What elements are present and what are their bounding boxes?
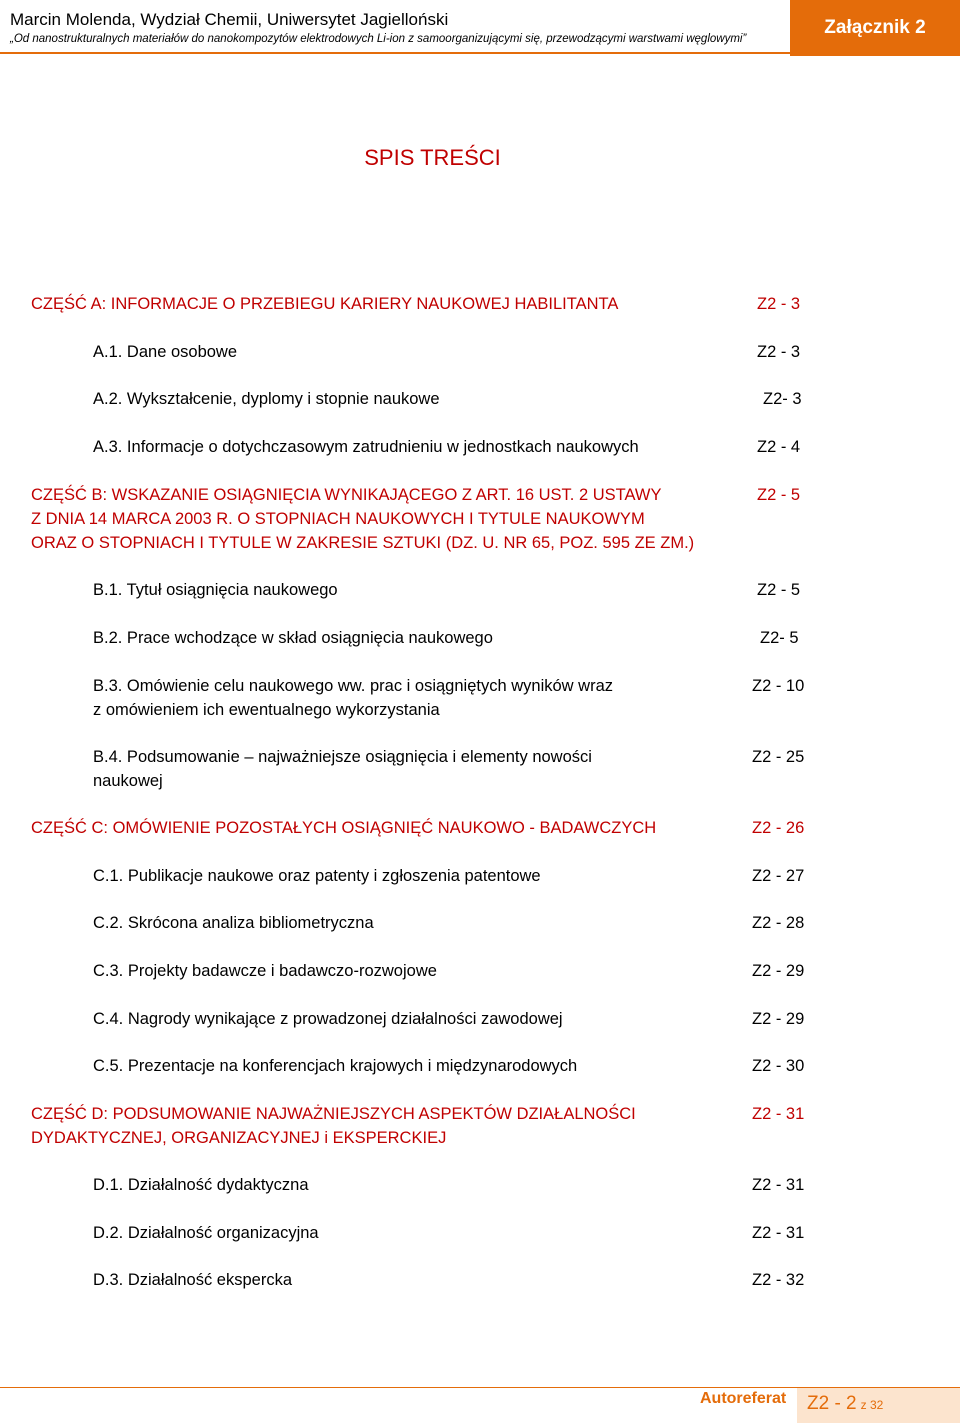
toc-entry-part-c[interactable]: CZĘŚĆ C: OMÓWIENIE POZOSTAŁYCH OSIĄGNIĘĆ NAUKOWO - BADAWCZYCH: [31, 819, 657, 837]
toc-entry-c2[interactable]: C.2. Skrócona analiza bibliometryczna: [93, 914, 374, 932]
toc-entry-b4-line2[interactable]: naukowej: [93, 772, 163, 790]
toc-entry-b1[interactable]: B.1. Tytuł osiągnięcia naukowego: [93, 581, 338, 599]
toc-entry-c1[interactable]: C.1. Publikacje naukowe oraz patenty i zgłoszenia patentowe: [93, 867, 541, 885]
toc-entry-part-b-line1[interactable]: CZĘŚĆ B: WSKAZANIE OSIĄGNIĘCIA WYNIKAJĄCEGO Z ART. 16 UST. 2 USTAWY: [31, 486, 662, 504]
toc-entry-part-d-line1[interactable]: CZĘŚĆ D: PODSUMOWANIE NAJWAŻNIEJSZYCH ASPEKTÓW DZIAŁALNOŚCI: [31, 1105, 636, 1123]
footer-label: Autoreferat: [700, 1390, 787, 1407]
toc-page-d3: Z2 - 32: [752, 1271, 805, 1289]
toc-page-c3: Z2 - 29: [752, 962, 805, 980]
header-subtitle: „Od nanostrukturalnych materiałów do nanokompozytów elektrodowych Li-ion z samoorganizującymi się, przewodzącymi warstwami węglowymi”: [10, 33, 747, 45]
toc-entry-part-b-line3[interactable]: ORAZ O STOPNIACH I TYTULE W ZAKRESIE SZTUKI (DZ. U. NR 65, POZ. 595 ZE ZM.): [31, 534, 695, 552]
toc-page-part-b: Z2 - 5: [757, 486, 801, 504]
page-title: SPIS TREŚCI: [364, 145, 501, 170]
toc-entry-d1[interactable]: D.1. Działalność dydaktyczna: [93, 1176, 309, 1194]
header-badge: Załącznik 2: [790, 0, 960, 56]
toc-entry-part-a[interactable]: CZĘŚĆ A: INFORMACJE O PRZEBIEGU KARIERY NAUKOWEJ HABILITANTA: [31, 295, 619, 313]
toc-page-a1: Z2 - 3: [757, 343, 801, 361]
toc-page-part-d: Z2 - 31: [752, 1105, 805, 1123]
toc-page-b3: Z2 - 10: [752, 677, 805, 695]
toc-entry-d3[interactable]: D.3. Działalność ekspercka: [93, 1271, 292, 1289]
toc-page-d1: Z2 - 31: [752, 1176, 805, 1194]
toc-entry-b3-line2[interactable]: z omówieniem ich ewentualnego wykorzystania: [93, 701, 440, 719]
toc-page-part-a: Z2 - 3: [757, 295, 801, 313]
toc-page-c4: Z2 - 29: [752, 1010, 805, 1028]
toc-page-c5: Z2 - 30: [752, 1057, 805, 1075]
toc-page-a2: Z2- 3: [763, 390, 802, 408]
toc-entry-c4[interactable]: C.4. Nagrody wynikające z prowadzonej działalności zawodowej: [93, 1010, 563, 1028]
toc-entry-part-d-line2[interactable]: DYDAKTYCZNEJ, ORGANIZACYJNEJ i EKSPERCKIEJ: [31, 1129, 447, 1147]
footer-page-number: Z2 - 2: [807, 1393, 857, 1414]
toc-page-part-c: Z2 - 26: [752, 819, 805, 837]
header-author: Marcin Molenda, Wydział Chemii, Uniwersytet Jagielloński: [10, 10, 449, 29]
toc-page-b4: Z2 - 25: [752, 748, 805, 766]
header-rule: [0, 52, 790, 54]
toc-page-c2: Z2 - 28: [752, 914, 805, 932]
footer-page-box: [797, 1388, 960, 1423]
toc-entry-c5[interactable]: C.5. Prezentacje na konferencjach krajowych i międzynarodowych: [93, 1057, 578, 1075]
toc-entry-a3[interactable]: A.3. Informacje o dotychczasowym zatrudnieniu w jednostkach naukowych: [93, 438, 639, 456]
toc-page-b2: Z2- 5: [760, 629, 799, 647]
toc-entry-part-b-line2[interactable]: Z DNIA 14 MARCA 2003 R. O STOPNIACH NAUKOWYCH I TYTULE NAUKOWYM: [31, 510, 645, 528]
footer-page-total: z 32: [860, 1398, 884, 1412]
toc-entry-a2[interactable]: A.2. Wykształcenie, dyplomy i stopnie naukowe: [93, 390, 440, 408]
toc-page-a3: Z2 - 4: [757, 438, 801, 456]
toc-entry-a1[interactable]: A.1. Dane osobowe: [93, 343, 238, 361]
toc-entry-b3-line1[interactable]: B.3. Omówienie celu naukowego ww. prac i osiągniętych wyników wraz: [93, 677, 613, 695]
toc-entry-d2[interactable]: D.2. Działalność organizacyjna: [93, 1224, 319, 1242]
toc-entry-b4-line1[interactable]: B.4. Podsumowanie – najważniejsze osiągnięcia i elementy nowości: [93, 748, 592, 766]
toc-entry-b2[interactable]: B.2. Prace wchodzące w skład osiągnięcia naukowego: [93, 629, 493, 647]
toc-page-b1: Z2 - 5: [757, 581, 801, 599]
toc-entry-c3[interactable]: C.3. Projekty badawcze i badawczo-rozwojowe: [93, 962, 437, 980]
toc-page-c1: Z2 - 27: [752, 867, 805, 885]
toc-page-d2: Z2 - 31: [752, 1224, 805, 1242]
